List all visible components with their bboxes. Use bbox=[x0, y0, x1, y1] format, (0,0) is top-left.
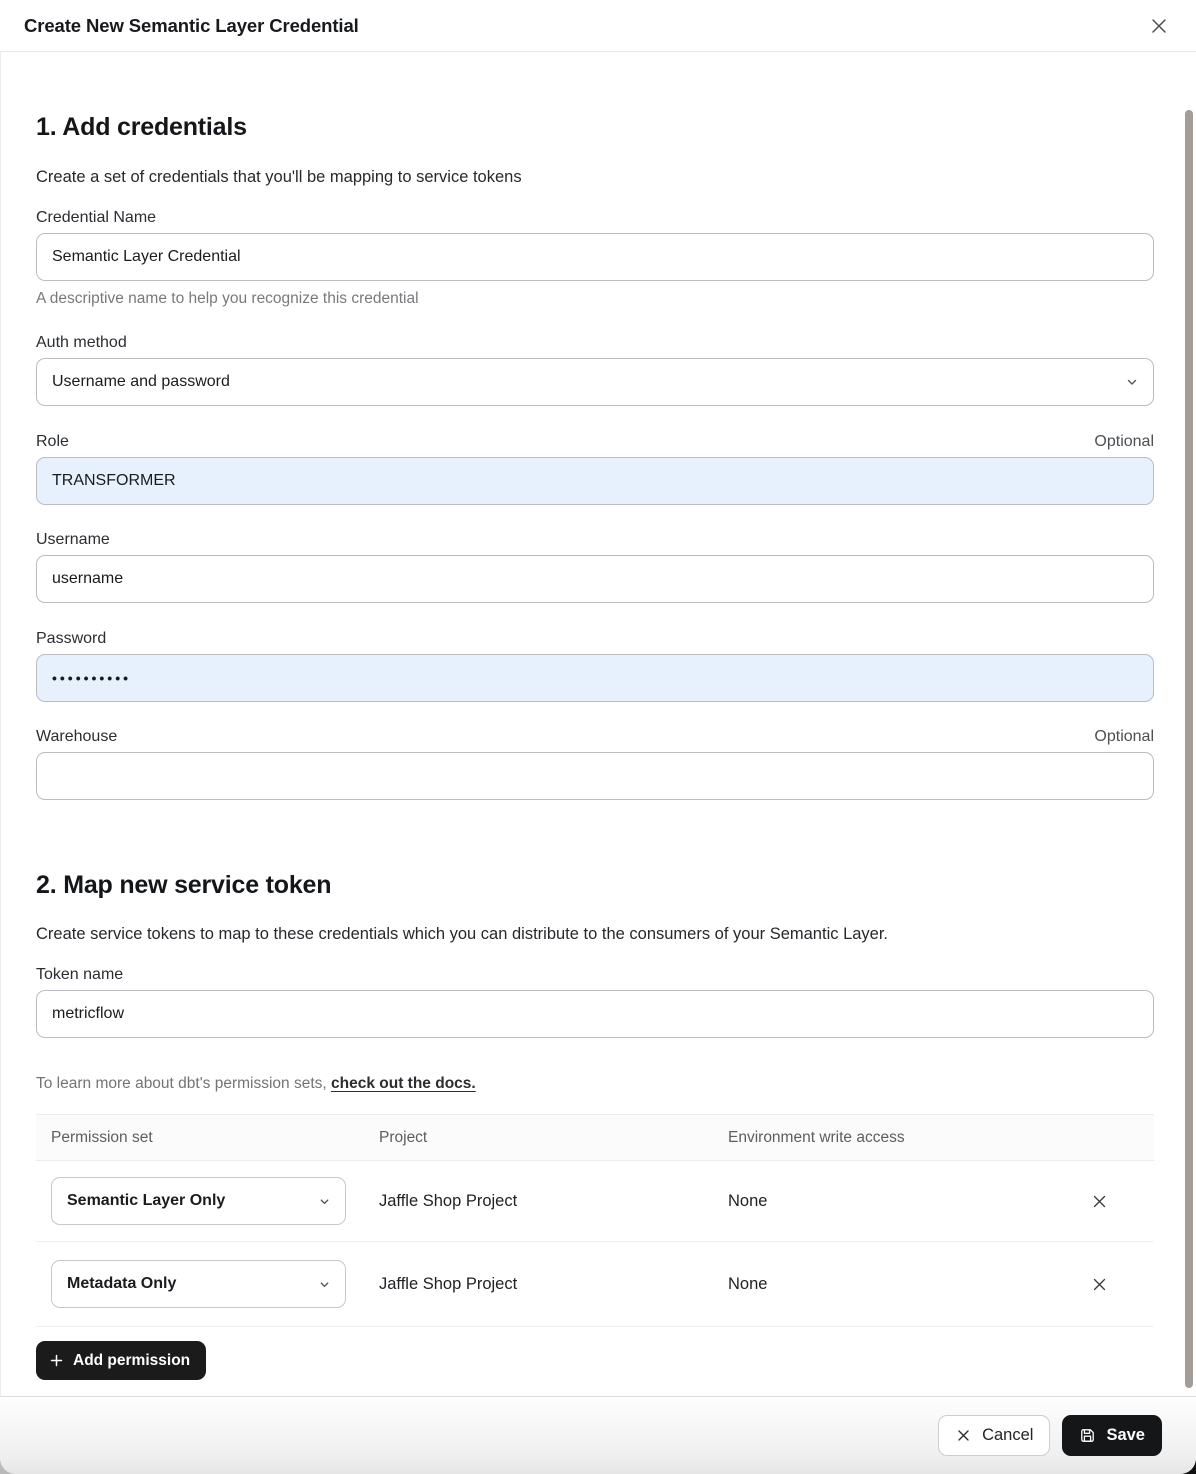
token-name-label: Token name bbox=[36, 966, 124, 983]
env-write-access-cell: None bbox=[728, 1274, 768, 1293]
section2-description: Create service tokens to map to these credentials which you can distribute to the consumers of your Semantic Layer. bbox=[36, 925, 889, 943]
permissions-table bbox=[36, 1114, 1154, 1327]
permission-docs-line bbox=[36, 1074, 1154, 1093]
modal-footer bbox=[0, 1396, 1196, 1474]
section2-heading: 2. Map new service token bbox=[36, 871, 332, 899]
username-label: Username bbox=[36, 531, 110, 548]
remove-row-button[interactable] bbox=[1088, 1190, 1111, 1213]
close-icon bbox=[955, 1427, 972, 1444]
username-input[interactable] bbox=[36, 555, 1154, 603]
credential-name-helper: A descriptive name to help you recognize this credential bbox=[36, 290, 419, 307]
close-icon bbox=[1148, 15, 1170, 37]
cancel-button[interactable] bbox=[938, 1415, 1050, 1456]
plus-icon bbox=[49, 1353, 64, 1368]
auth-method-value: Username and password bbox=[52, 373, 230, 390]
warehouse-label: Warehouse bbox=[36, 728, 118, 745]
project-cell: Jaffle Shop Project bbox=[379, 1191, 518, 1210]
table-row bbox=[36, 1161, 1154, 1242]
credential-name-label: Credential Name bbox=[36, 209, 157, 226]
scrollbar-thumb[interactable] bbox=[1185, 110, 1193, 1388]
auth-method-label: Auth method bbox=[36, 334, 127, 351]
modal-content bbox=[0, 52, 1196, 1396]
header-permission-set: Permission set bbox=[51, 1128, 153, 1146]
docs-link[interactable]: check out the docs. bbox=[331, 1075, 476, 1092]
role-label: Role bbox=[36, 433, 69, 450]
permissions-table-header bbox=[36, 1114, 1154, 1161]
add-permission-button[interactable] bbox=[36, 1341, 206, 1380]
save-disk-icon bbox=[1079, 1427, 1096, 1444]
project-cell: Jaffle Shop Project bbox=[379, 1274, 518, 1293]
modal-header bbox=[0, 0, 1196, 52]
token-name-input[interactable] bbox=[36, 990, 1154, 1038]
header-env-write-access: Environment write access bbox=[728, 1128, 905, 1146]
permission-set-select[interactable] bbox=[51, 1260, 346, 1308]
remove-row-button[interactable] bbox=[1088, 1273, 1111, 1296]
auth-method-select[interactable] bbox=[36, 358, 1154, 406]
chevron-down-icon bbox=[1125, 375, 1139, 389]
warehouse-optional-badge: Optional bbox=[1094, 728, 1154, 745]
role-input[interactable] bbox=[36, 457, 1154, 505]
role-optional-badge: Optional bbox=[1094, 433, 1154, 450]
permission-set-value: Semantic Layer Only bbox=[67, 1192, 226, 1209]
warehouse-input[interactable] bbox=[36, 752, 1154, 800]
password-input[interactable] bbox=[36, 654, 1154, 702]
section1-description: Create a set of credentials that you'll be mapping to service tokens bbox=[36, 168, 522, 186]
header-project: Project bbox=[379, 1128, 428, 1146]
save-button[interactable] bbox=[1062, 1415, 1162, 1456]
save-label: Save bbox=[1106, 1426, 1145, 1444]
credential-name-input[interactable] bbox=[36, 233, 1154, 281]
chevron-down-icon bbox=[318, 1195, 331, 1208]
close-icon bbox=[1090, 1275, 1109, 1294]
cancel-label: Cancel bbox=[982, 1426, 1034, 1444]
close-button[interactable] bbox=[1146, 13, 1172, 39]
chevron-down-icon bbox=[318, 1278, 331, 1291]
table-row bbox=[36, 1242, 1154, 1327]
close-icon bbox=[1090, 1192, 1109, 1211]
docs-prefix-text: To learn more about dbt's permission sets, bbox=[36, 1075, 332, 1092]
add-permission-label: Add permission bbox=[73, 1351, 191, 1369]
modal-title: Create New Semantic Layer Credential bbox=[24, 14, 359, 36]
section1-heading: 1. Add credentials bbox=[36, 113, 247, 141]
permission-set-value: Metadata Only bbox=[67, 1275, 177, 1292]
password-label: Password bbox=[36, 630, 107, 647]
permission-set-select[interactable] bbox=[51, 1177, 346, 1225]
env-write-access-cell: None bbox=[728, 1191, 768, 1210]
